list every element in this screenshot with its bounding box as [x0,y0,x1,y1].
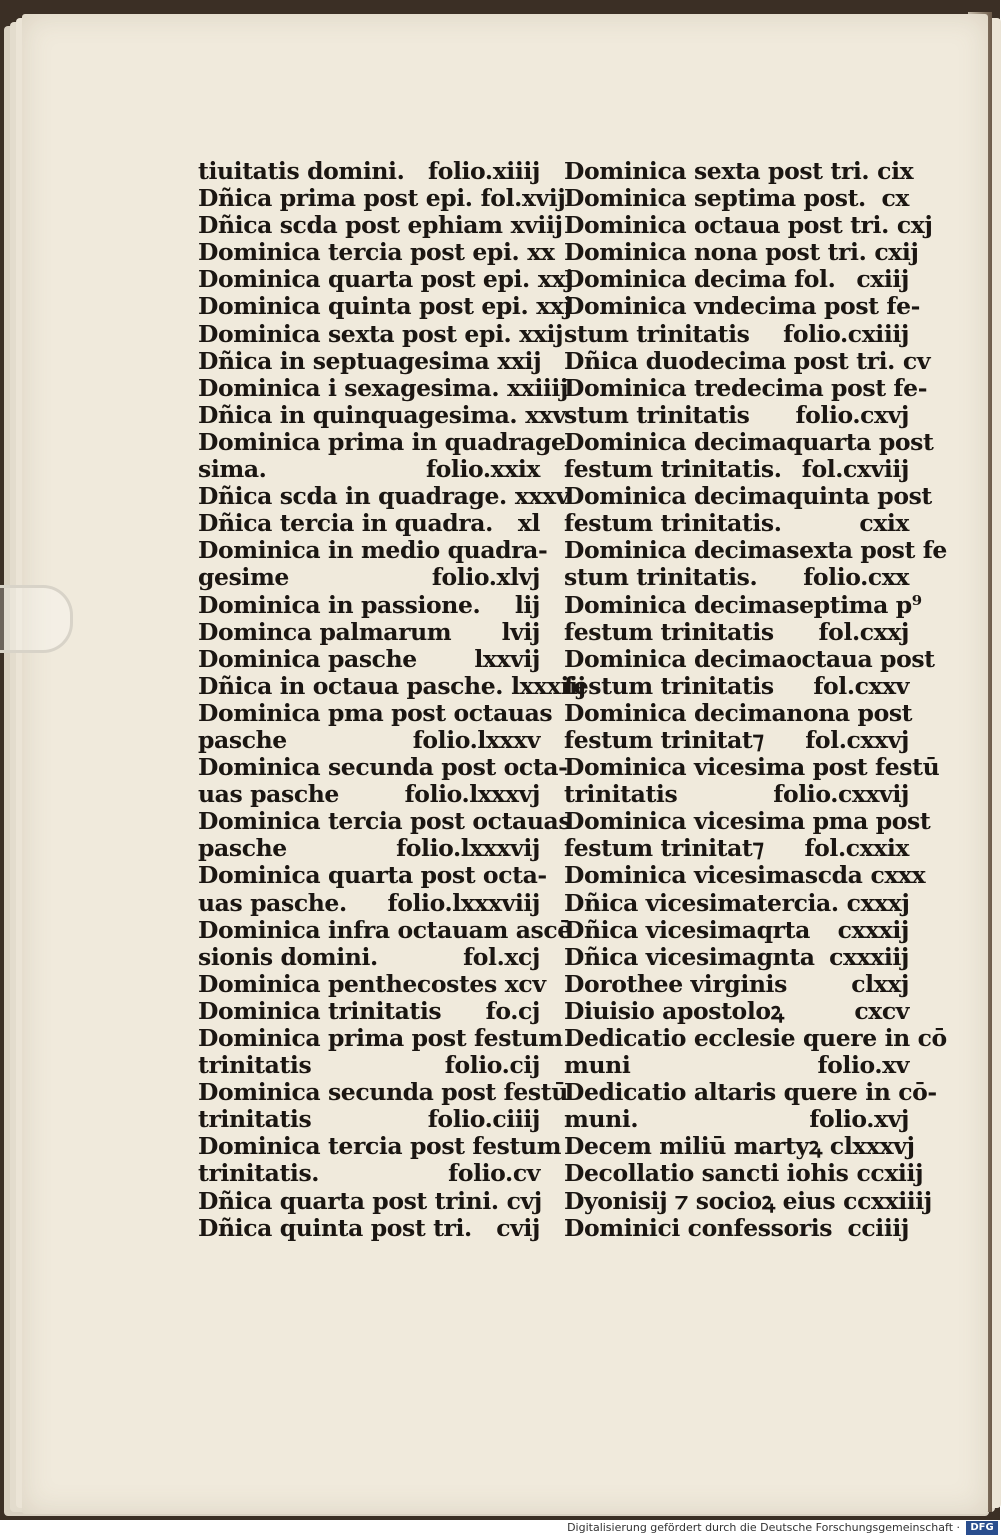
entry-folio-ref: fol.cxxv [813,671,909,700]
index-entry [198,292,572,321]
entry-folio-ref: fol.cxviij [801,455,909,484]
entry-folio-ref [922,592,930,619]
entry-folio-ref: xl [517,509,540,538]
index-entry [198,1106,540,1133]
entry-folio-ref: folio.cxx [803,563,909,592]
entry-folio-ref: xxij [519,319,564,348]
entry-folio-ref: fol.xcj [463,942,540,971]
index-entry [198,184,566,213]
index-entry [564,266,909,293]
entry-folio-ref: ccxxiiij [843,1186,932,1215]
entry-title: stum trinitatis. [564,563,758,592]
index-entry [564,644,935,673]
entry-folio-ref [947,537,955,564]
entry-title: Dominica vndecima post fe- [564,292,920,321]
entry-title: Dñica in quinquagesima. [198,400,518,429]
index-entry [198,1188,540,1215]
entry-title: festum trinitat⁊ [564,834,764,863]
index-entry [564,321,909,348]
entry-folio-ref: folio.cxvj [795,400,909,429]
entry-title: Dominica vicesima post festū [564,753,940,782]
page-clip [0,585,73,653]
entry-folio-ref: cxxxiij [829,942,909,971]
index-column-right [564,157,947,1242]
entry-title: festum trinitat⁊ [564,725,764,754]
entry-title: Diuisio apostoloꝝ [564,996,784,1025]
entry-folio-ref [937,1079,945,1106]
entry-title: stum trinitatis [564,319,750,348]
entry-folio-ref: cx [881,184,909,213]
index-entry [564,402,909,429]
entry-folio-ref: fo.cj [485,996,540,1025]
index-entry [564,1052,909,1079]
entry-folio-ref: fol.cxxvj [805,725,909,754]
entry-title: Dominica septima post. [564,184,866,213]
index-entry [564,292,920,321]
index-entry [564,185,909,212]
entry-title: Decollatio sancti iohis [564,1159,849,1188]
entry-folio-ref: folio.xlvj [431,563,540,592]
entry-title: trinitatis [198,1105,312,1134]
index-entry [198,348,540,375]
index-entry [198,646,540,673]
entry-title: Dyonisij ⁊ socioꝝ eius [564,1186,836,1215]
index-entry [198,238,555,267]
entry-folio-ref: folio.lxxxv [412,725,540,754]
entry-title: uas pasche [198,780,339,809]
entry-folio-ref: folio.cxiiij [783,319,909,348]
index-entry [198,698,553,727]
entry-title: Dominica decimaoctaua post [564,644,935,673]
entry-title: Dominica decima fol. [564,265,836,294]
entry-folio-ref: fol.cxxix [804,834,909,863]
index-entry [198,944,540,971]
entry-folio-ref [947,1025,955,1052]
entry-title: Dominica decimanona post [564,698,913,727]
index-entry [198,1215,540,1242]
entry-folio-ref: folio.xv [817,1051,909,1080]
entry-title: trinitatis [198,1051,312,1080]
index-entry [198,1052,540,1079]
entry-folio-ref [930,808,938,835]
index-entry [198,807,572,836]
entry-folio-ref: folio.lxxxviij [387,888,540,917]
entry-title: Dñica vicesimaqrta [564,915,810,944]
index-entry [564,346,931,375]
entry-title: Dñica quinta post tri. [198,1213,472,1242]
entry-title: Dominica quinta post epi. [198,292,529,321]
index-entry [564,427,934,456]
index-entry [564,727,909,754]
entry-title: Dominica secunda post octa- [198,753,568,782]
index-entry [198,536,548,565]
entry-title: Dominica decimasexta post fe [564,536,947,565]
entry-title: Dñica in septuagesima [198,346,490,375]
index-entry [564,1132,915,1161]
entry-title: muni. [564,1105,639,1134]
index-entry [198,400,566,429]
entry-folio-ref: xxij [497,346,542,375]
index-column-left [198,157,586,1242]
index-entry [564,971,909,998]
entry-folio-ref: folio.lxxxvij [396,834,540,863]
entry-title: pasche [198,834,287,863]
entry-title: Dñica duodecima post tri. [564,346,895,375]
entry-title: festum trinitatis. [564,509,782,538]
index-entry [564,835,909,862]
entry-title: Dominica tercia post epi. [198,238,520,267]
entry-folio-ref: cix [877,157,914,185]
index-entry [564,781,909,808]
entry-folio-ref: cxij [874,238,919,267]
entry-title: Dominica decimaquinta post [564,482,932,511]
entry-folio-ref [912,700,920,727]
index-entry [564,890,909,917]
entry-title: gesime [198,563,289,592]
index-entry [198,319,564,348]
entry-folio-ref: xxj [536,292,572,321]
entry-folio-ref: lxxxiij [511,671,586,700]
entry-title: Dominica secunda post festū [198,1078,568,1107]
index-entry [198,482,569,511]
entry-folio-ref: folio.lxxxvj [404,780,540,809]
entry-folio-ref: cxcv [854,996,909,1025]
entry-title: Dominica decimaquarta post [564,427,934,456]
entry-folio-ref: folio.xvj [809,1105,909,1134]
entry-folio-ref [935,646,943,673]
index-entry [198,915,572,944]
index-entry [564,753,940,782]
entry-title: uas pasche. [198,888,347,917]
entry-title: pasche [198,725,287,754]
index-entry [198,861,547,890]
entry-title: Dominica in passione. [198,590,481,619]
entry-folio-ref: lij [514,590,540,619]
entry-title: Dñica vicesimatercia. [564,888,839,917]
digitization-credit: Digitalisierung gefördert durch die Deutsche Forschungsgemeinschaft · [567,1521,960,1534]
index-entry [564,917,909,944]
entry-folio-ref: cxiij [856,265,909,294]
entry-title: Dominca palmarum [198,617,452,646]
index-entry [564,998,909,1025]
entry-title: Dominici confessoris [564,1213,833,1242]
index-entry [564,482,932,511]
entry-folio-ref: xx [527,238,555,267]
entry-title: Dedicatio altaris quere in cō- [564,1078,937,1107]
index-entry [564,1024,947,1052]
entry-folio-ref [933,429,941,456]
index-entry [198,890,540,917]
entry-folio-ref: fol.xvij [480,184,566,213]
entry-folio-ref [547,862,555,889]
entry-title: Dominica sexta post epi. [198,319,512,348]
index-entry [198,456,540,483]
entry-title: Dominica quarta post epi. [198,265,530,294]
entry-title: Dominica vicesimascda [564,861,863,890]
entry-title: Dñica in octaua pasche. [198,671,504,700]
index-entry [198,1132,562,1161]
index-entry [198,158,540,185]
entry-folio-ref: folio.ciiij [427,1105,540,1134]
entry-title: trinitatis. [198,1159,320,1188]
index-entry [564,673,909,700]
entry-folio-ref: xxv [525,400,566,429]
entry-folio-ref: folio.cij [444,1051,540,1080]
entry-title: Dominica tredecima post fe- [564,373,928,402]
index-entry [564,564,909,591]
index-entry [198,1024,563,1052]
entry-title: tiuitatis domini. [198,157,405,185]
entry-folio-ref: cvij [496,1213,540,1242]
index-entry [564,1106,909,1133]
index-entry [564,1215,909,1242]
index-entry [198,781,540,808]
entry-folio-ref [932,483,940,510]
entry-title: Dominica nona post tri. [564,238,867,267]
index-entry [198,753,568,782]
index-entry [564,373,928,402]
entry-title: Dominica tercia post festum [198,1132,562,1161]
index-entry [198,265,574,294]
entry-folio-ref [939,754,947,781]
entry-title: sima. [198,455,267,484]
index-entry [198,671,586,700]
entry-folio-ref: cxix [859,509,909,538]
entry-folio-ref: cxxx [870,861,926,890]
entry-title: Dominica prima post festum [198,1024,563,1052]
index-entry [198,211,563,240]
index-entry [198,998,540,1025]
index-entry [564,157,914,185]
index-entry [564,1186,932,1215]
index-entry [564,211,933,240]
entry-title: Dñica quarta post trini. [198,1186,499,1215]
entry-title: Dominica i sexagesima. [198,373,500,402]
index-entry [564,944,909,971]
entry-title: Dominica sexta post tri. [564,157,870,185]
entry-title: festum trinitatis [564,671,774,700]
index-entry [564,590,922,619]
entry-title: Dominica quarta post octa- [198,861,547,890]
entry-folio-ref: cxxxij [837,915,909,944]
index-entry [564,807,931,836]
index-entry [198,619,540,646]
entry-folio-ref: ccxiij [856,1159,924,1188]
entry-title: Decem miliū martyꝝ [564,1132,822,1161]
index-entry [564,510,909,537]
entry-title: Dñica vicesimagnta [564,942,815,971]
index-entry [198,727,540,754]
entry-title: Dñica scda in quadrage. [198,482,507,511]
entry-title: festum trinitatis [564,617,774,646]
entry-folio-ref: cvj [506,1186,542,1215]
entry-folio-ref: cxxxj [846,888,910,917]
index-entry [198,835,540,862]
index-entry [564,536,947,565]
entry-title: Dominica prima in quadrage [198,427,566,456]
entry-folio-ref [920,293,928,320]
entry-title: Dorothee virginis [564,969,787,998]
index-entry [564,238,919,267]
entry-folio-ref: lxxvij [474,644,540,673]
index-entry [198,1078,568,1107]
index-entry [564,1078,937,1107]
entry-title: Dñica scda post ephiam [198,211,503,240]
entry-folio-ref: clxxj [851,969,909,998]
entry-title: stum trinitatis [564,400,750,429]
entry-folio-ref: xviij [510,211,563,240]
index-entry [198,969,546,998]
index-entry [564,456,909,483]
entry-title: Dominica decimaseptima p⁹ [564,590,922,619]
index-entry [198,510,540,537]
entry-title: trinitatis [564,780,678,809]
index-entry [198,373,569,402]
entry-title: sionis domini. [198,942,378,971]
index-entry [564,1159,924,1188]
entry-folio-ref: xcv [504,969,546,998]
entry-folio-ref: xxj [537,265,574,294]
entry-folio-ref: fol.cxxj [818,617,909,646]
entry-folio-ref: cv [902,346,931,375]
entry-title: Dominica trinitatis [198,996,442,1025]
entry-title: Dñica tercia in quadra. [198,509,493,538]
entry-title: Dominica pma post octauas [198,698,553,727]
entry-folio-ref: xxiiij [507,373,569,402]
entry-title: Dominica tercia post octauas [198,807,572,836]
entry-folio-ref: lvij [501,617,540,646]
entry-folio-ref: cciiij [847,1213,909,1242]
entry-folio-ref: folio.cv [448,1159,540,1188]
dfg-logo: DFG [966,1521,998,1535]
index-entry [564,619,909,646]
entry-title: Dominica penthecostes [198,969,497,998]
entry-title: Dominica vicesima pma post [564,807,931,836]
index-entry [198,427,566,456]
entry-title: muni [564,1051,631,1080]
index-entry [198,1160,540,1187]
index-entry [564,698,913,727]
entry-folio-ref [927,375,935,402]
entry-title: Dñica prima post epi. [198,184,473,213]
entry-folio-ref: folio.xiiij [428,157,540,185]
entry-title: Dominica octaua post tri. [564,211,889,240]
index-entry [198,564,540,591]
entry-folio-ref: clxxxvj [829,1132,915,1161]
entry-folio-ref: folio.xxix [425,455,540,484]
entry-title: Dominica pasche [198,644,417,673]
entry-folio-ref: cxj [896,211,933,240]
entry-title: Dedicatio ecclesie quere in cō [564,1024,947,1052]
entry-folio-ref [552,700,560,727]
entry-folio-ref: folio.cxxvij [773,780,909,809]
index-entry [198,592,540,619]
entry-title: Dominica in medio quadra- [198,536,548,565]
index-entry [564,861,926,890]
entry-folio-ref [547,537,555,564]
entry-folio-ref: xxxv [514,482,569,511]
entry-title: festum trinitatis. [564,455,782,484]
entry-title: Dominica infra octauam ascē [198,915,572,944]
